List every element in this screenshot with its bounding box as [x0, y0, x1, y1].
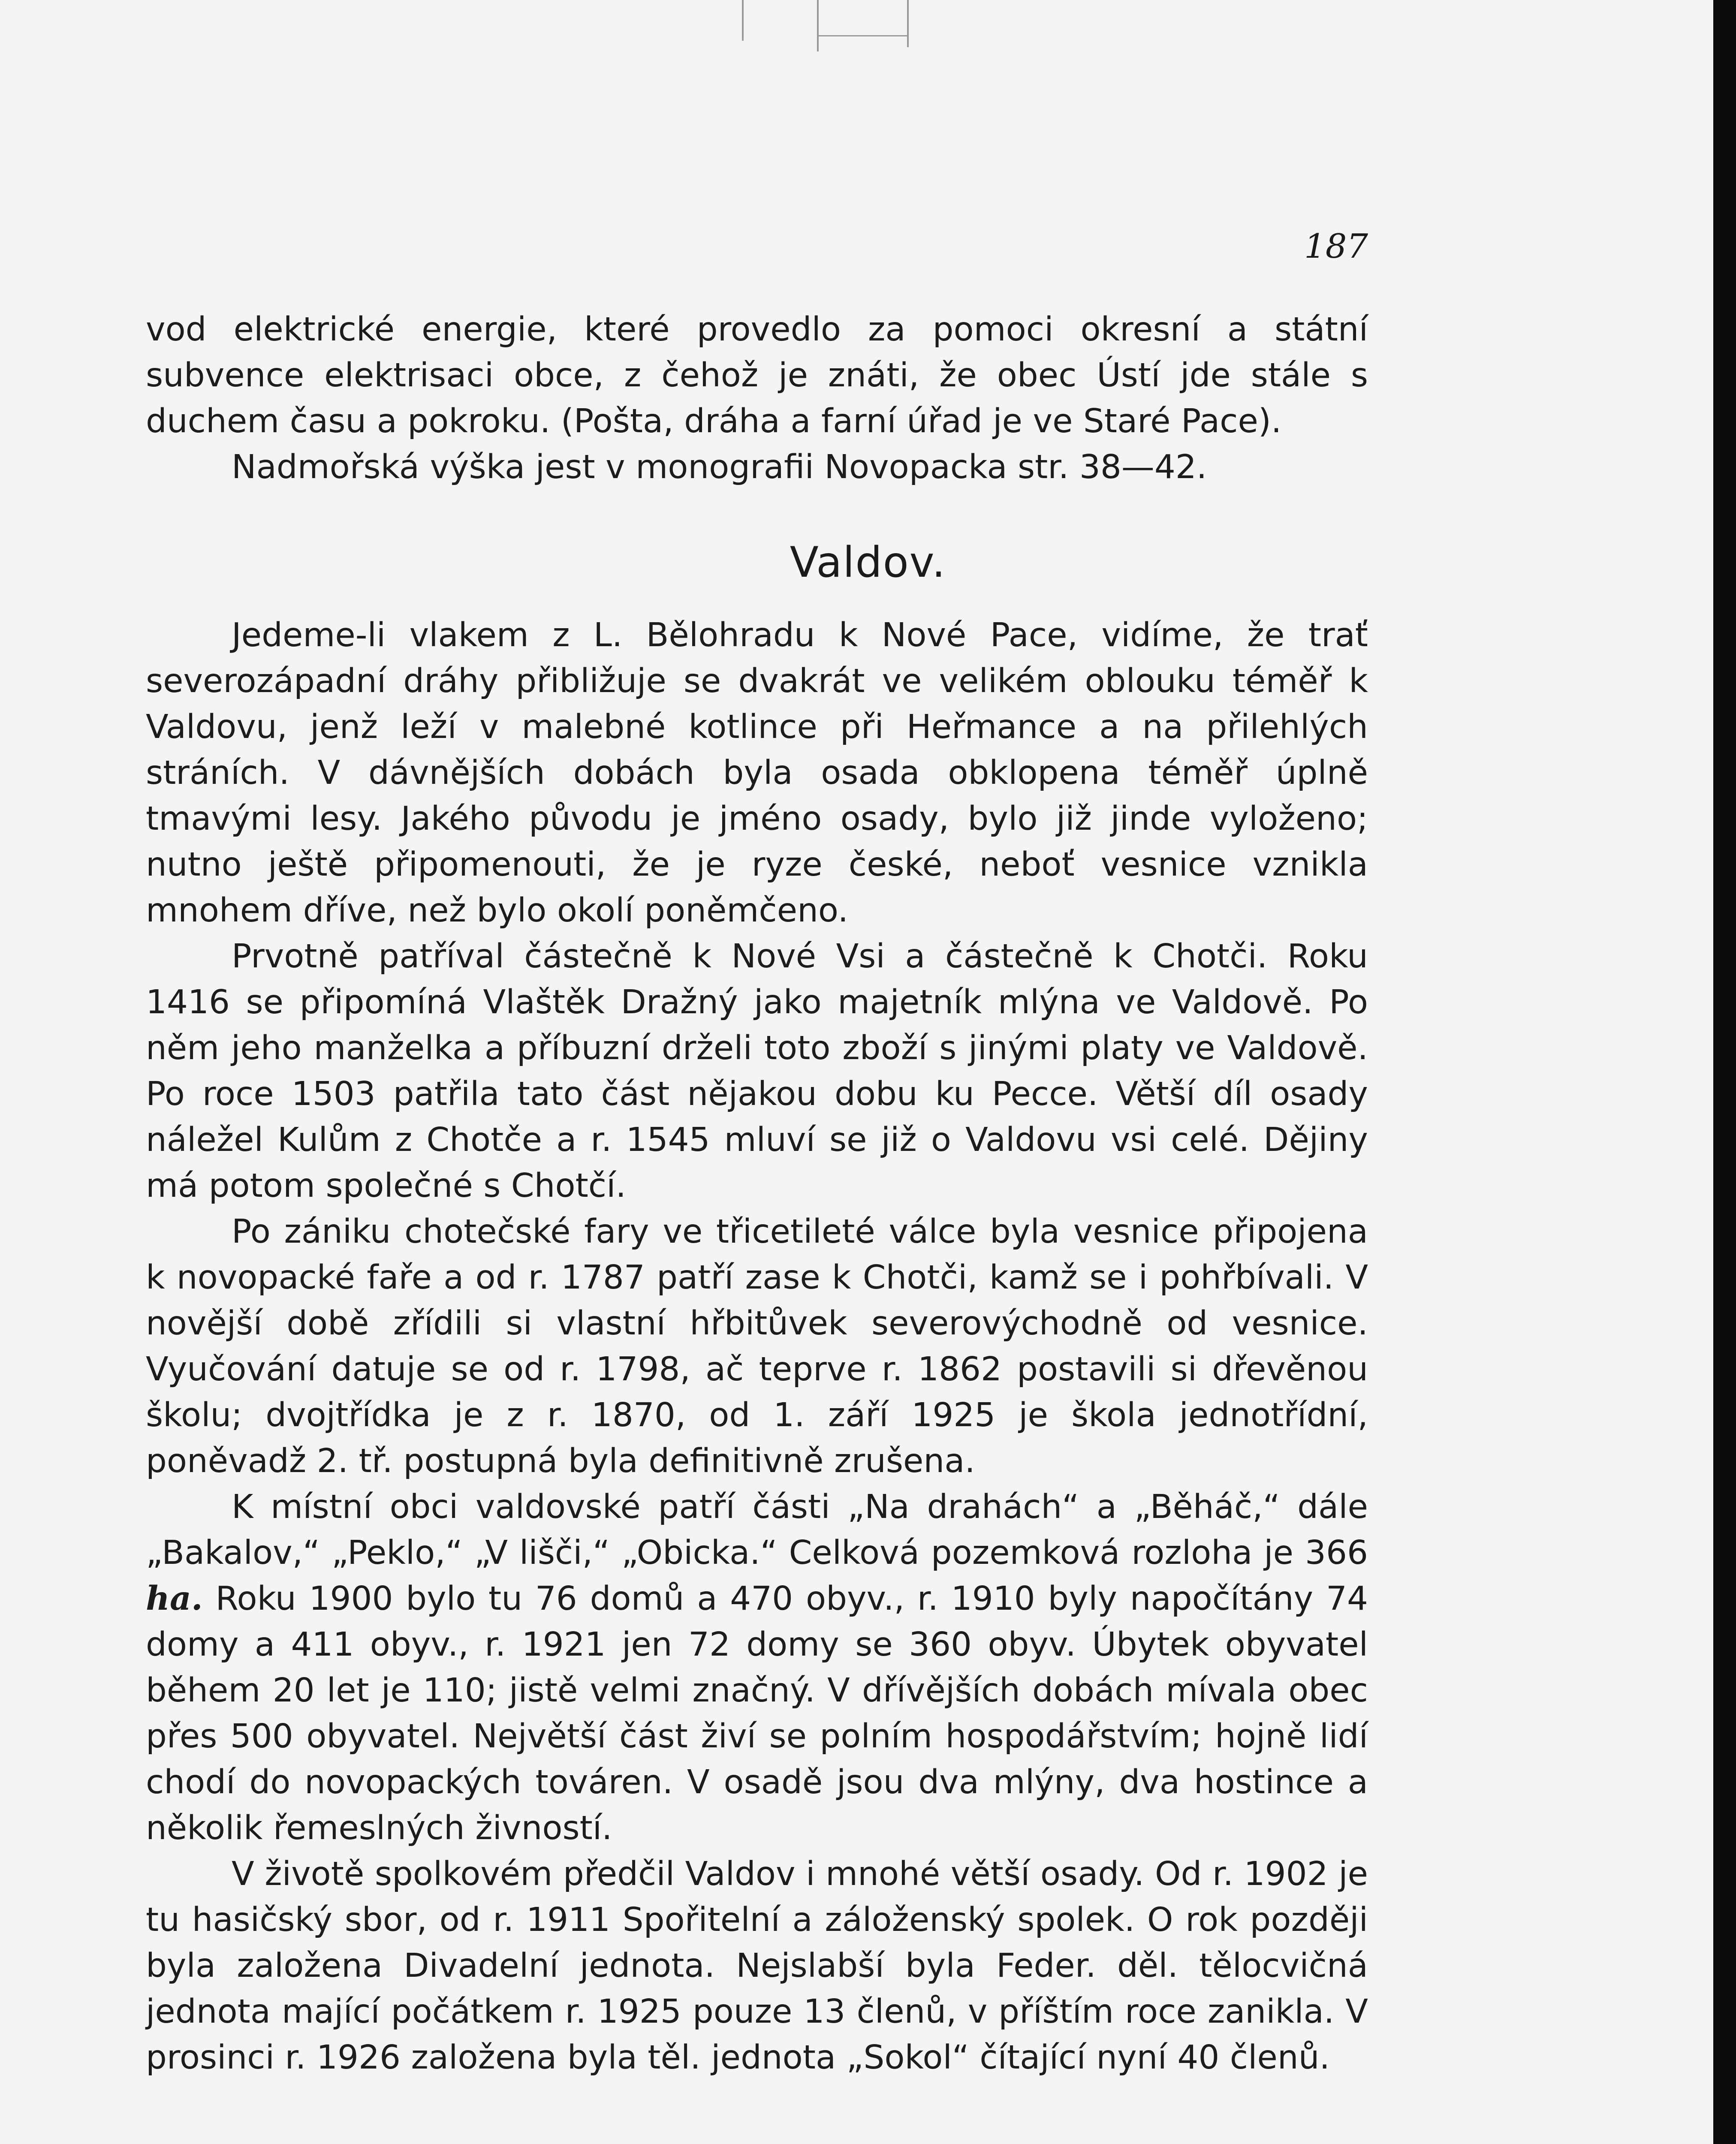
scan-border-right: [1713, 0, 1736, 2144]
scan-artifact-line: [907, 0, 909, 47]
scan-artifact-line: [817, 0, 819, 51]
scan-artifact-line: [742, 0, 744, 41]
body-paragraph: Jedeme-li vlakem z L. Bělohradu k Nové Pace, vidíme, že trať severozápadní dráhy přibližuje se dvakrát ve velikém oblouku téměř k Valdovu, jenž leží v malebné kotlince při Heřmance a na přilehlých stráních. V dávnějších dobách byla osada obklopena téměř úplně tmavými lesy. Jakého původu je jméno osady, bylo již jinde vyloženo; nutno ještě připomenouti, že je ryze české, neboť vesnice vznikla mnohem dříve, než bylo okolí poněmčeno.: [146, 616, 1368, 930]
body-paragraph: V životě spolkovém předčil Valdov i mnohé větší osady. Od r. 1902 je tu hasičský sbor, od r. 1911 Spořitelní a záloženský spolek. O rok později byla založena Divadelní jednota. Nejslabší byla Feder. děl. tělocvičná jednota mající počátkem r. 1925 pouze 13 členů, v příštím roce zanikla. V prosinci r. 1926 založena byla těl. jednota „Sokol“ čítající nyní 40 členů.: [146, 1855, 1368, 2077]
continuation-text: [146, 307, 1368, 490]
hectare-unit: ha.: [146, 1579, 203, 1618]
body-paragraph: Po zániku chotečské fary ve třicetileté válce byla vesnice připojena k novopacké faře a od r. 1787 patří zase k Chotči, kamž se i pohřbívali. V novější době zřídili si vlastní hřbitůvek severovýchodně od vesnice. Vyučování datuje se od r. 1798, ač teprve r. 1862 postavili si dřevěnou školu; dvojtřídka je z r. 1870, od 1. září 1925 je škola jednotřídní, poněvadž 2. tř. postupná byla definitivně zrušena.: [146, 1213, 1368, 1480]
body-paragraph: Prvotně patříval částečně k Nové Vsi a částečně k Chotči. Roku 1416 se připomíná Vlaštěk Dražný jako majetník mlýna ve Valdově. Po něm jeho manželka a příbuzní drželi toto zboží s jinými platy ve Valdově. Po roce 1503 patřila tato část nějakou dobu ku Pecce. Větší díl osady náležel Kulům z Chotče a r. 1545 mluví se již o Valdovu vsi celé. Dějiny má potom společné s Chotčí.: [146, 937, 1368, 1205]
area-paragraph: [146, 1484, 1368, 1851]
area-text-end: Roku 1900 bylo tu 76 domů a 470 obyv., r. 1910 byly napočítány 74 domy a 411 obyv., r. 1921 jen 72 domy se 360 obyv. Úbytek obyvatel během 20 let je 110; jistě velmi značný. V dřívějších dobách mívala obec přes 500 obyvatel. Největší část živí se polním hospodářstvím; hojně lidí chodí do novopackých továren. V osadě jsou dva mlýny, dva hostince a několik řemeslných živností.: [146, 1580, 1368, 1847]
scan-artifact-line: [817, 35, 907, 36]
area-text-start: K místní obci valdovské patří části „Na drahách“ a „Běháč,“ dále „Bakalov,“ „Peklo,“ „V lišči,“ „Obicka.“ Celková pozemková rozloha je 366: [146, 1488, 1368, 1572]
altitude-note: Nadmořská výška jest v monografii Novopacka str. 38—42.: [232, 448, 1207, 486]
section-heading: Valdov.: [790, 538, 946, 587]
section-body: [146, 612, 1368, 2081]
page-number: 187: [1304, 227, 1368, 266]
continuation-paragraph: vod elektrické energie, které provedlo za pomoci okresní a státní subvence elektrisaci obce, z čehož je znáti, že obec Ústí jde stále s duchem času a pokroku. (Pošta, dráha a farní úřad je ve Staré Pace).: [146, 310, 1368, 440]
